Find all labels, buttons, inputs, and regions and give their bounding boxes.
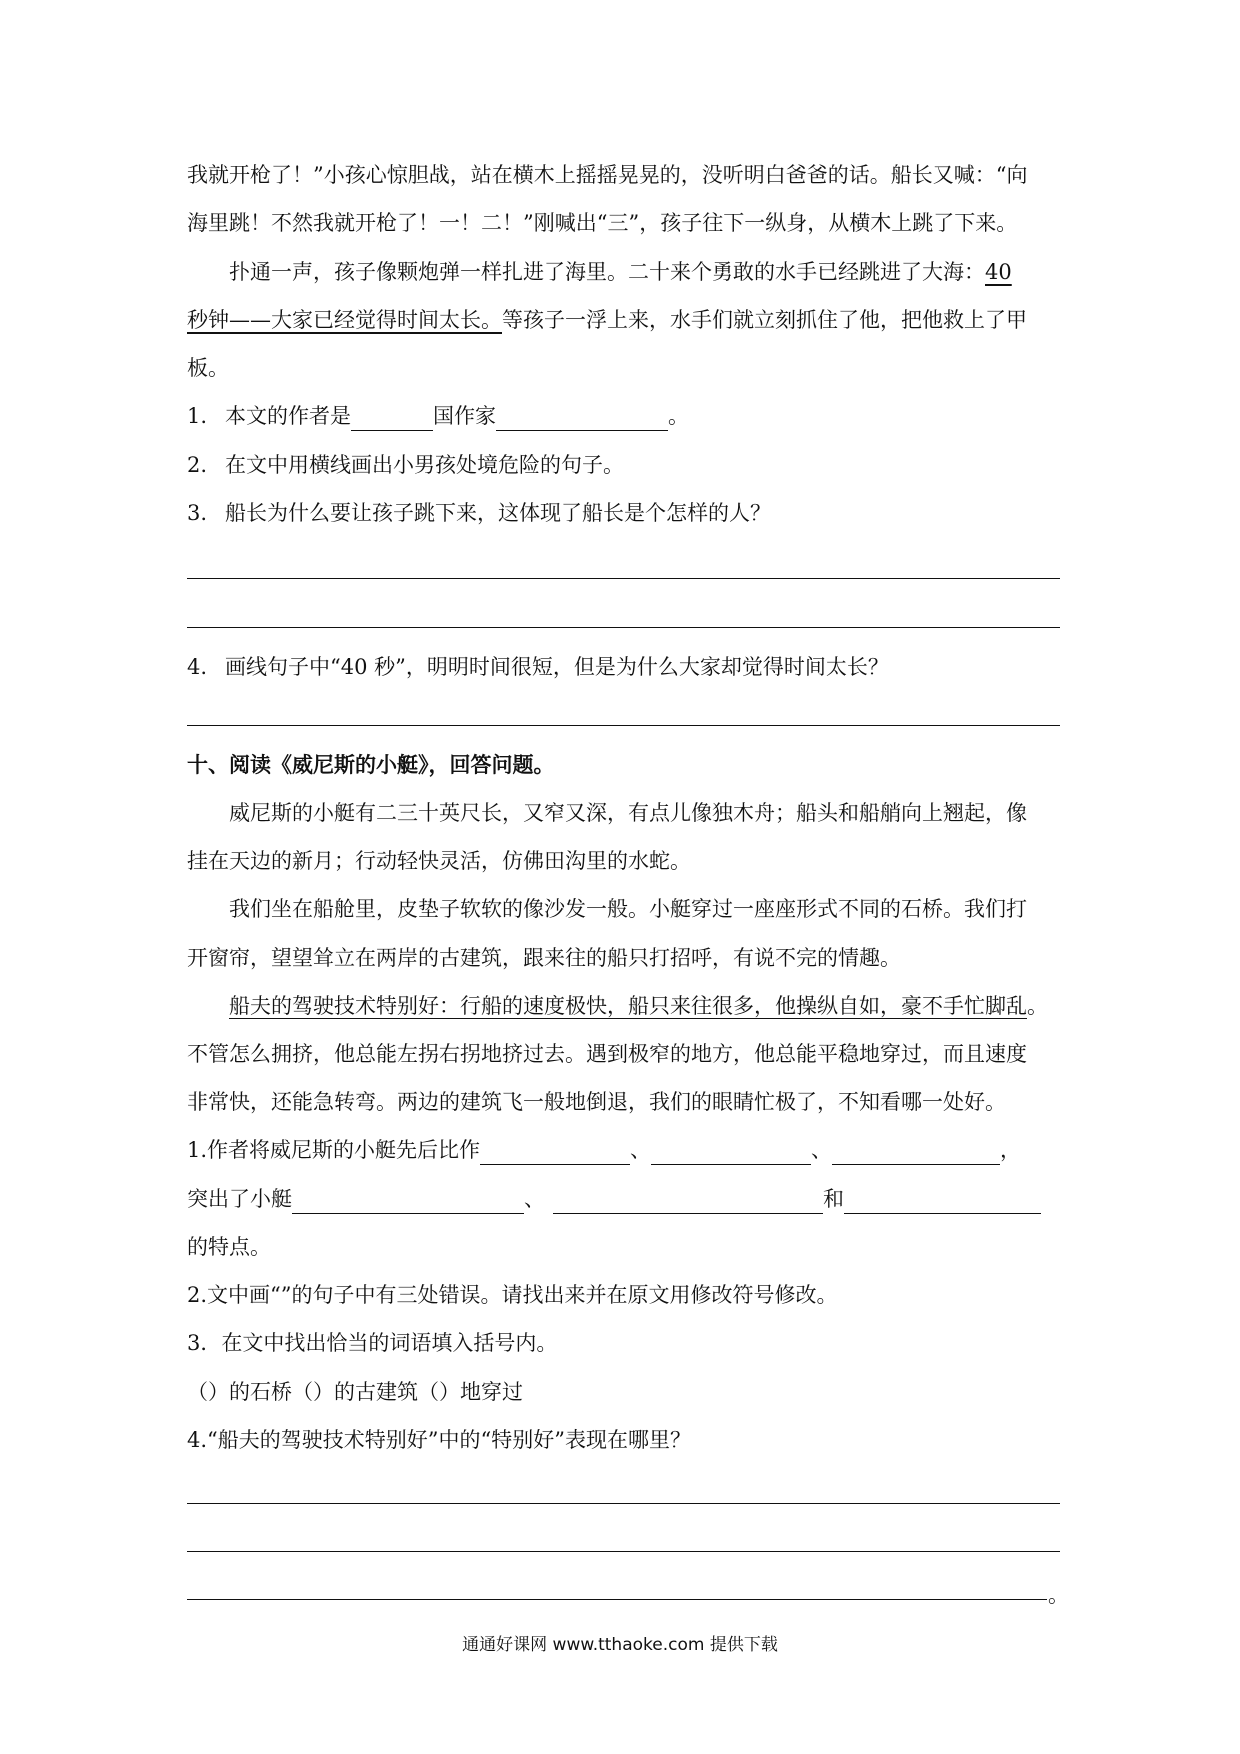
question-number: 1. xyxy=(187,404,208,428)
question-1-cont: 的特点。 xyxy=(187,1235,271,1259)
question-text: 1.作者将威尼斯的小艇先后比作 xyxy=(187,1138,481,1162)
answer-line[interactable] xyxy=(187,1503,1060,1504)
question-3: 3．在文中找出恰当的词语填入括号内。 xyxy=(187,1331,558,1355)
question-text: 突出了小艇 xyxy=(187,1187,292,1211)
underlined-sentence: 40 xyxy=(985,260,1012,284)
question-2 xyxy=(187,450,1060,480)
question-text: 、 xyxy=(811,1138,833,1162)
passage-line: 板。 xyxy=(187,356,229,380)
section-heading: 十、阅读《威尼斯的小艇》，回答问题。 xyxy=(187,753,555,777)
question-1 xyxy=(187,401,1060,431)
answer-blank[interactable] xyxy=(480,1142,630,1165)
passage-line: 挂在天边的新月；行动轻快灵活，仿佛田沟里的水蛇。 xyxy=(187,849,691,873)
passage-line xyxy=(187,991,1060,1021)
passage-line: 海里跳！不然我就开枪了！一！二！”刚喊出“三”，孩子往下一纵身，从横木上跳了下来。 xyxy=(187,211,1018,235)
answer-blank[interactable] xyxy=(496,408,668,431)
question-1 xyxy=(187,1135,1060,1165)
question-number: 4. xyxy=(187,655,208,679)
passage-line: 我们坐在船舱里，皮垫子软软的像沙发一般。小艇穿过一座座形式不同的石桥。我们打 xyxy=(229,897,1027,921)
question-1-cont xyxy=(187,1184,1060,1214)
passage-text: 扑通一声，孩子像颗炮弹一样扎进了海里。二十来个勇敢的水手已经跳进了大海： xyxy=(229,260,985,284)
passage-line: 开窗帘，望望耸立在两岸的古建筑，跟来往的船只打招呼，有说不完的情趣。 xyxy=(187,946,901,970)
answer-line[interactable] xyxy=(187,1599,1047,1600)
footer-text: 通通好课网 www.tthaoke.com 提供下载 xyxy=(462,1635,778,1655)
answer-blank[interactable] xyxy=(832,1142,1000,1165)
question-text: 画线句子中“40 秒”，明明时间很短，但是为什么大家却觉得时间太长？ xyxy=(225,655,889,679)
question-number: 3. xyxy=(187,501,208,525)
question-number: 2. xyxy=(187,453,208,477)
answer-line[interactable] xyxy=(187,578,1060,579)
question-text: 船长为什么要让孩子跳下来，这体现了船长是个怎样的人？ xyxy=(225,501,771,525)
answer-line[interactable] xyxy=(187,725,1060,726)
answer-blank[interactable] xyxy=(292,1191,524,1214)
question-text: 。 xyxy=(668,404,689,428)
passage-line: 威尼斯的小艇有二三十英尺长，又窄又深，有点儿像独木舟；船头和船艄向上翘起，像 xyxy=(229,801,1027,825)
question-3-items: （）的石桥（）的古建筑（）地穿过 xyxy=(187,1380,523,1404)
passage-line xyxy=(187,305,1060,335)
question-text: 本文的作者是 xyxy=(225,404,351,428)
underlined-sentence: 秒钟——大家已经觉得时间太长。 xyxy=(187,308,502,332)
answer-blank[interactable] xyxy=(651,1142,811,1165)
answer-line[interactable] xyxy=(187,627,1060,628)
passage-text: 等孩子一浮上来，水手们就立刻抓住了他，把他救上了甲 xyxy=(502,308,1027,332)
answer-blank[interactable] xyxy=(351,408,433,431)
question-text: ， xyxy=(1000,1138,1022,1162)
passage-line: 不管怎么拥挤，他总能左拐右拐地挤过去。遇到极窄的地方，他总能平稳地穿过，而且速度 xyxy=(187,1042,1027,1066)
question-text: 和 xyxy=(823,1187,844,1211)
question-4: 4.“船夫的驾驶技术特别好”中的“特别好”表现在哪里？ xyxy=(187,1428,691,1452)
end-mark: 。 xyxy=(1048,1583,1069,1607)
passage-line: 非常快，还能急转弯。两边的建筑飞一般地倒退，我们的眼睛忙极了，不知看哪一处好。 xyxy=(187,1090,1006,1114)
answer-line[interactable] xyxy=(187,1551,1060,1552)
question-text: 、 xyxy=(524,1187,545,1211)
passage-line xyxy=(187,257,1060,287)
question-text: 国作家 xyxy=(433,404,496,428)
question-3 xyxy=(187,498,1060,528)
answer-blank[interactable] xyxy=(553,1191,823,1214)
question-text: 在文中用横线画出小男孩处境危险的句子。 xyxy=(225,453,624,477)
passage-text: 。 xyxy=(1027,994,1048,1018)
question-text: 、 xyxy=(630,1138,652,1162)
answer-blank[interactable] xyxy=(844,1191,1041,1214)
underlined-sentence: 船夫的驾驶技术特别好：行船的速度极快，船只来往很多，他操纵自如，豪不手忙脚乱 xyxy=(229,994,1027,1018)
question-4 xyxy=(187,652,1060,682)
question-2: 2.文中画“”的句子中有三处错误。请找出来并在原文用修改符号修改。 xyxy=(187,1283,838,1307)
passage-line: 我就开枪了！”小孩心惊胆战，站在横木上摇摇晃晃的，没听明白爸爸的话。船长又喊：“向 xyxy=(187,163,1028,187)
